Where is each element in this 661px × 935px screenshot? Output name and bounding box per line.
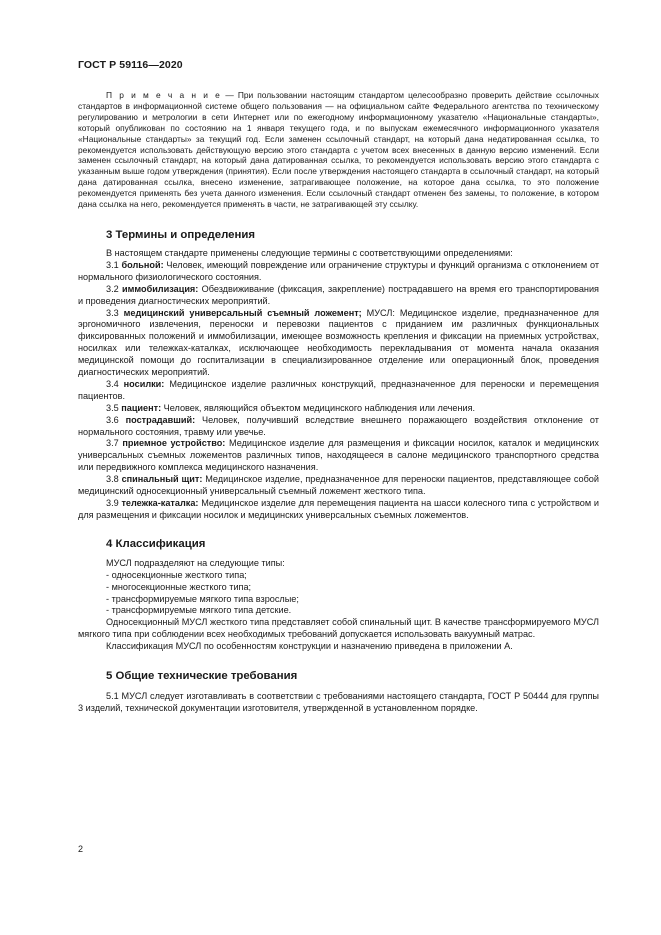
- note-label: П р и м е ч а н и е: [106, 90, 222, 100]
- term-name: носилки:: [123, 378, 165, 389]
- term-name: пострадавший:: [125, 414, 196, 425]
- term-definition: [78, 379, 599, 403]
- term-definition: [78, 284, 599, 308]
- term-name: спинальный щит:: [121, 474, 203, 485]
- terms-list: [78, 260, 599, 522]
- term-text: Медицинское изделие для размещения и фиксации носилок, каталок и медицинских универсальных съемных ложементов различных типов, находящееся в салоне медицинского транспортного средства или передвижного комплекса медицинского назначения.: [78, 438, 599, 473]
- term-number: 3.6: [106, 414, 126, 425]
- term-number: 3.5: [106, 402, 122, 413]
- note-text: — При пользовании настоящим стандартом целесообразно проверить действие ссылочных стандартов в информационной системе общего пользования — на официальном сайте Федерального агентства по техническому регулированию и метрологии в сети Интернет или по ежегодному информационному указателю «Национальные стандарты», который опубликован по состоянию на 1 января текущего года, и по выпускам ежемесячного информационного указателя «Национальные стандарты» за текущий год. Если заменен ссылочный стандарт, на который дана недатированная ссылка, то рекомендуется использовать действующую версию этого стандарта с учетом всех внесенных в данную версию изменений. Если заменен ссылочный стандарт, на который дана датированная ссылка, то рекомендуется использовать версию этого стандарта с указанным выше годом утверждения (принятия). Если после утверждения настоящего стандарта в ссылочный стандарт, на который дана датированная ссылка, внесено изменение, затрагивающее положение, на которое дана ссылка, то это положение рекомендуется применять без учета данного изменения. Если ссылочный стандарт отменен без замены, то положение, в котором дана ссылка на него, рекомендуется применять в части, не затрагивающей эту ссылку.: [78, 90, 599, 210]
- section-4-title: 4 Классификация: [106, 537, 206, 550]
- note-paragraph: [78, 90, 599, 210]
- term-definition: [78, 308, 599, 379]
- term-number: 3.3: [106, 307, 124, 318]
- term-definition: [78, 403, 599, 415]
- section-4-paragraph: Классификация МУСЛ по особенностям конструкции и назначению приведена в приложении А.: [106, 641, 513, 652]
- type-list-item: - односекционные жесткого типа;: [106, 569, 247, 580]
- term-number: 3.4: [106, 378, 124, 389]
- section-3-title: 3 Термины и определения: [106, 228, 256, 241]
- type-list-item: - трансформируемые мягкого типа детские.: [106, 605, 292, 616]
- section-5-title: 5 Общие технические требования: [106, 670, 298, 683]
- term-text: МУСЛ: Медицинское изделие, предназначенное для эргономичного извлечения, переноски и перевозки пациентов с приданием им различных функциональных фиксированных положений и иммобилизации, имеющее возможность крепления и фиксации на приемных устройствах, носилках или тележках-каталках, исключающее необходимость перекладывания от момента начала оказания медицинской помощи до госпитализации в специализированное отделение или операционный блок, проведения диагностических мероприятий.: [78, 307, 599, 378]
- section-5-paragraph: 5.1 МУСЛ следует изготавливать в соответствии с требованиями настоящего стандарта, ГОСТ Р 50444 для группы 3 изделий, технической документации изготовителя, утвержденной в установленном порядке.: [78, 691, 599, 713]
- term-text: Человек, являющийся объектом медицинского наблюдения или лечения.: [161, 402, 476, 413]
- term-name: пациент:: [121, 402, 162, 413]
- type-list-item: - трансформируемые мягкого типа взрослые;: [106, 593, 299, 604]
- type-list-item: - многосекционные жесткого типа;: [106, 581, 252, 592]
- term-text: Человек, получивший вследствие внешнего поражающего воздействия отклонение от нормального состояния, травму или увечье.: [78, 414, 599, 437]
- term-definition: [78, 474, 599, 498]
- term-number: 3.9: [106, 498, 122, 508]
- term-text: Медицинское изделие различных конструкций, предназначенное для переноски и перемещения пациентов.: [78, 378, 599, 401]
- section-4-intro: МУСЛ подразделяют на следующие типы:: [106, 557, 285, 568]
- term-text: Медицинское изделие для перемещения пациента на шасси колесного типа с устройством и для размещения и фиксации носилок и медицинских универсальных съемных ложементов.: [78, 498, 599, 520]
- term-definition: [78, 438, 599, 474]
- term-text: Человек, имеющий повреждение или ограничение структуры и функций организма с отклонением от нормального физиологического состояния.: [78, 259, 599, 282]
- term-text: Обездвиживание (фиксация, закрепление) пострадавшего на время его транспортирования и проведения диагностических мероприятий.: [78, 283, 599, 306]
- term-name: иммобилизация:: [122, 283, 199, 294]
- section-3-intro: В настоящем стандарте применены следующие термины с соответствующими определениями:: [106, 247, 513, 258]
- term-definition: [78, 415, 599, 439]
- term-text: Медицинское изделие, предназначенное для переноски пациентов, представляющее собой медицинский односекционный универсальный съемный ложемент жесткого типа.: [78, 474, 599, 497]
- term-name: приемное устройство:: [122, 438, 226, 449]
- term-definition: [78, 260, 599, 284]
- term-number: 3.8: [106, 474, 122, 485]
- term-number: 3.2: [106, 283, 122, 294]
- term-name: больной:: [121, 259, 164, 270]
- document-body: [78, 90, 599, 715]
- term-number: 3.1: [106, 259, 122, 270]
- document-header: ГОСТ Р 59116—2020: [78, 59, 183, 71]
- section-4-paragraph: Односекционный МУСЛ жесткого типа представляет собой спинальный щит. В качестве трансформируемого МУСЛ мягкого типа при соблюдении всех необходимых требований допускается использовать вакуумный матрас.: [78, 617, 599, 640]
- page-number: 2: [78, 844, 84, 854]
- term-name: медицинский универсальный съемный ложемент;: [123, 307, 362, 318]
- term-definition: [78, 498, 599, 522]
- term-name: тележка-каталка:: [121, 498, 199, 508]
- term-number: 3.7: [106, 438, 123, 449]
